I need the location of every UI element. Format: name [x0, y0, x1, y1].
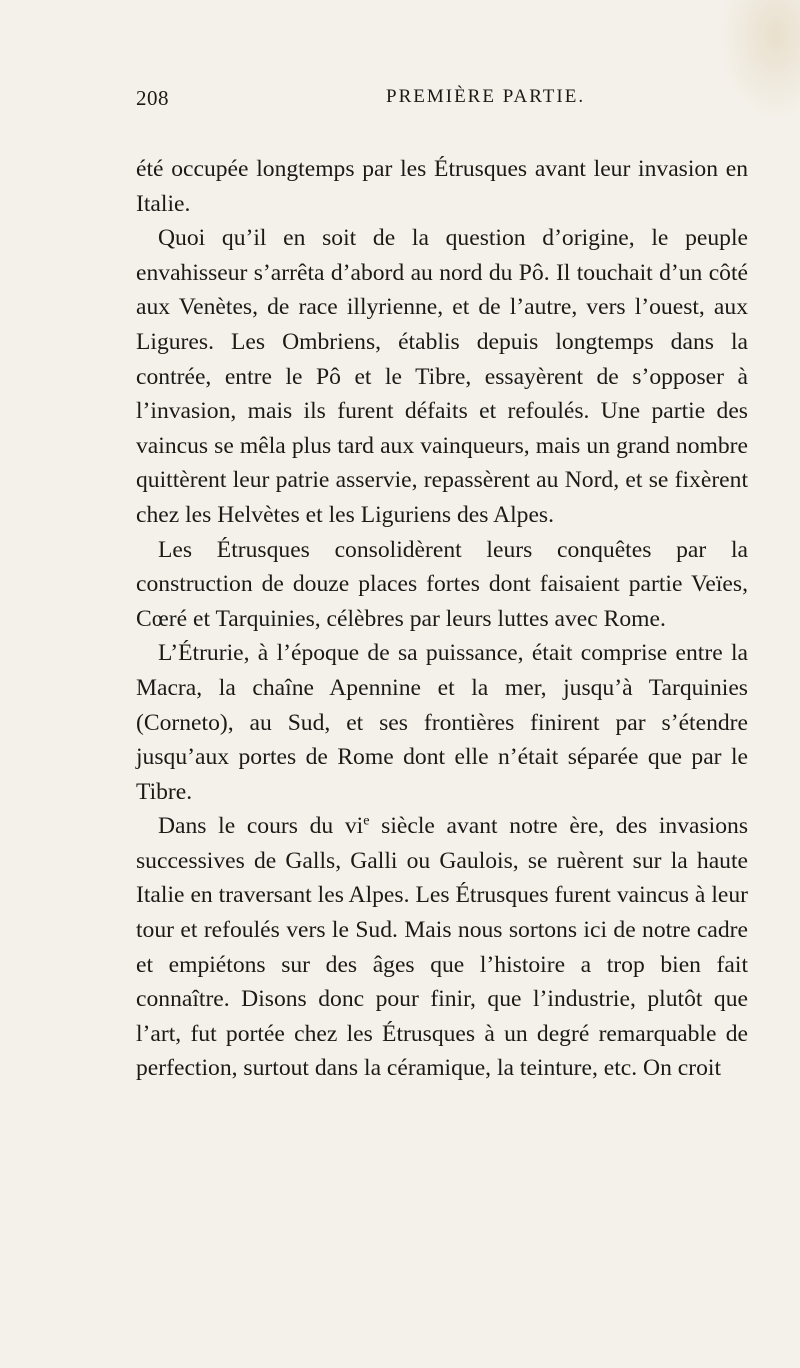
paragraph-5: [136, 809, 748, 1086]
running-head: [136, 86, 756, 126]
paragraph-3: Les Étrusques consolidèrent leurs conquêtes par la construction de douze places fortes dont faisaient partie Veïes, Cœré et Tarquinies, célèbres par leurs luttes avec Rome.: [136, 536, 748, 632]
body-text: [136, 152, 748, 1086]
paragraph-5-rest: siècle avant notre ère, des invasions successives de Galls, Galli ou Gaulois, se ruèrent sur la haute Italie en traversant les Alpes. Les Étrusques furent vaincus à leur tour et refoulés vers le Sud. Mais nous sortons ici de notre cadre et empiétons sur des âges que l’histoire a trop bien fait connaître. Disons donc pour finir, que l’industrie, plutôt que l’art, fut portée chez les Étrusques à un degré remarquable de perfection, surtout dans la céramique, la teinture, etc. On croit: [136, 813, 748, 1082]
page-number: 208: [136, 86, 169, 110]
century-superscript: e: [363, 812, 370, 829]
paragraph-4: L’Étrurie, à l’époque de sa puissance, était comprise entre la Macra, la chaîne Apennine et la mer, jusqu’à Tarquinies (Corneto), au Sud, et ses frontières finirent par s’étendre jusqu’aux portes de Rome dont elle n’était séparée que par le Tibre.: [136, 640, 748, 805]
paragraph-2: Quoi qu’il en soit de la question d’origine, le peuple envahisseur s’arrêta d’abord au nord du Pô. Il touchait d’un côté aux Venètes, de race illyrienne, et de l’autre, vers l’ouest, aux Ligures. Les Ombriens, établis depuis longtemps dans la contrée, entre le Pô et le Tibre, essayèrent de s’opposer à l’invasion, mais ils furent défaits et refoulés. Une partie des vaincus se mêla plus tard aux vainqueurs, mais un grand nombre quittèrent leur patrie asservie, repassèrent au Nord, et se fixèrent chez les Helvètes et les Liguriens des Alpes.: [136, 225, 748, 528]
running-title: PREMIÈRE PARTIE.: [386, 86, 586, 107]
century-numeral: vi: [344, 813, 364, 840]
paragraph-1: été occupée longtemps par les Étrusques avant leur invasion en Italie.: [136, 156, 748, 217]
paragraph-5-start: Dans le cours du: [158, 813, 345, 840]
